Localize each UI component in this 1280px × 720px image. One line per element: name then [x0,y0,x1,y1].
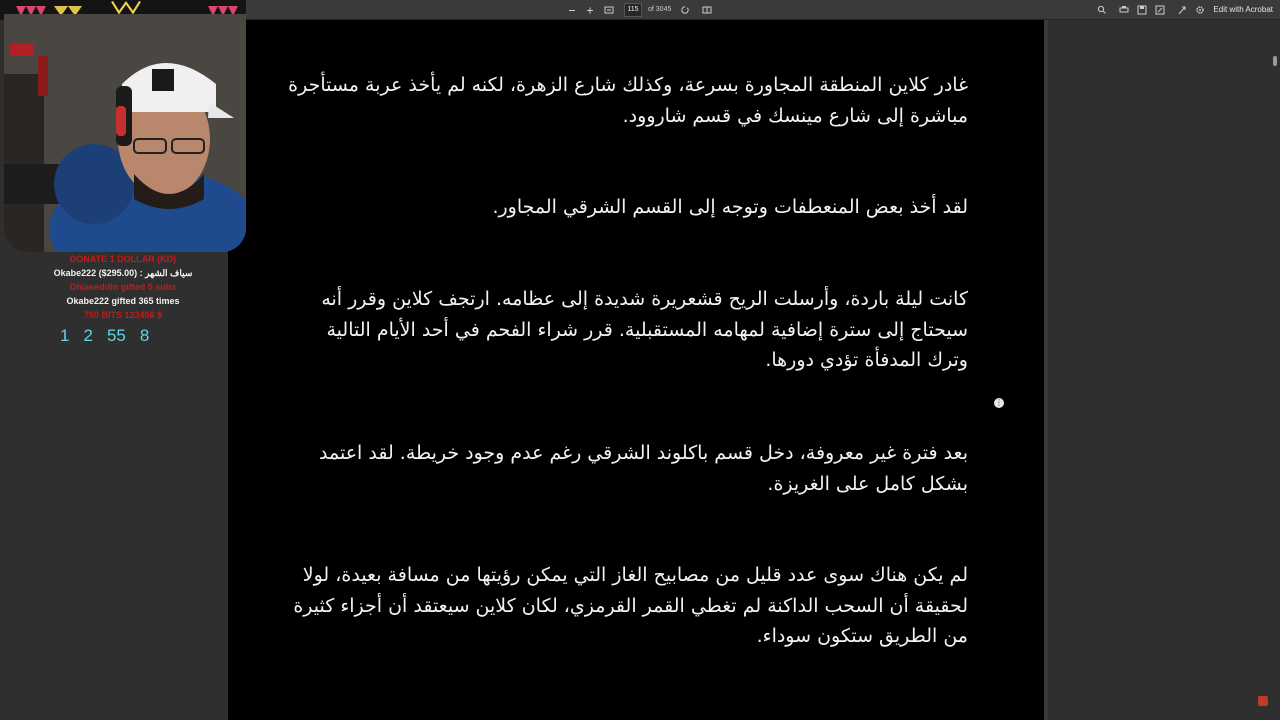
counter-4: 8 [139,326,150,345]
edit-with-acrobat-button[interactable]: Edit with Acrobat [1213,5,1273,14]
search-icon[interactable] [1097,3,1107,17]
pdf-page [228,20,1044,720]
page-edge [1044,20,1048,720]
settings-gear-icon[interactable] [1195,3,1205,17]
donation-line-1: DONATE 1 DOLLAR (KD) [69,254,177,264]
paragraph-1: غادر كلاين المنطقة المجاورة بسرعة، وكذلك شارع الزهرة، لكنه لم يأخذ عربة مستأجرة مباشرة إلى شارع مينسك في قسم شاروود. [288,74,968,127]
page-total: of 3045 [648,6,672,13]
paragraph-5: لم يكن هناك سوى عدد قليل من مصابيح الغاز التي يمكن رؤيتها من مسافة بعيدة، لولا لحقيقة أن السحب الداكنة لم تغطي القمر القرمزي، لكان كلاين سيعتقد أن أجزاء كثيرة من الطريق ستكون سوداء. [293,564,968,647]
zoom-out-icon[interactable] [568,3,576,17]
counter-2: 2 [83,326,93,345]
more-options-icon[interactable]: ⋮ [995,398,1003,407]
vertical-scrollbar[interactable] [1272,22,1278,718]
paragraph-4: بعد فترة غير معروفة، دخل قسم باكلوند الشرقي رغم عدم وجود خريطة. لقد اعتمد بشكل كامل على الغريزة. [319,442,968,495]
rotate-icon[interactable] [680,3,690,17]
zoom-in-icon[interactable] [586,3,594,17]
webcam-feed [4,14,246,252]
acrobat-icon[interactable] [1258,696,1268,706]
scrollbar-thumb[interactable] [1273,56,1277,66]
w-logo-icon [104,0,148,14]
fit-page-icon[interactable] [604,3,614,17]
paragraph-2: لقد أخذ بعض المنعطفات وتوجه إلى القسم الشرقي المجاور. [492,196,968,218]
donation-line-4: Okabe222 gifted 365 times [66,296,180,306]
donation-line-3: Dhiaeeddin gifted 5 subs [69,282,177,292]
page-number-input[interactable]: 115 [624,3,642,17]
stream-counters [60,326,190,346]
fullscreen-icon[interactable] [1177,3,1187,17]
donation-line-2: Okabe222 ($295.00) : سياف الشهر [53,268,193,278]
counter-3: 55 [106,326,126,345]
donation-feed [0,252,246,322]
paragraph-3: كانت ليلة باردة، وأرسلت الريح قشعريرة شديدة إلى عظامه. ارتجف كلاين وقرر أنه سيحتاج إلى سترة إضافية لمهامه المستقبلية. قرر شراء الفحم في أحد الأيام التالية وترك المدفأة تؤدي دورها. [321,288,968,371]
donation-line-5: 750 BITS 123456 $ [83,310,163,320]
two-page-view-icon[interactable] [702,3,712,17]
save-as-icon[interactable] [1155,3,1165,17]
counter-1: 1 [60,326,70,345]
save-icon[interactable] [1137,3,1147,17]
print-icon[interactable] [1119,3,1129,17]
streamer-webcam-image [4,14,246,252]
